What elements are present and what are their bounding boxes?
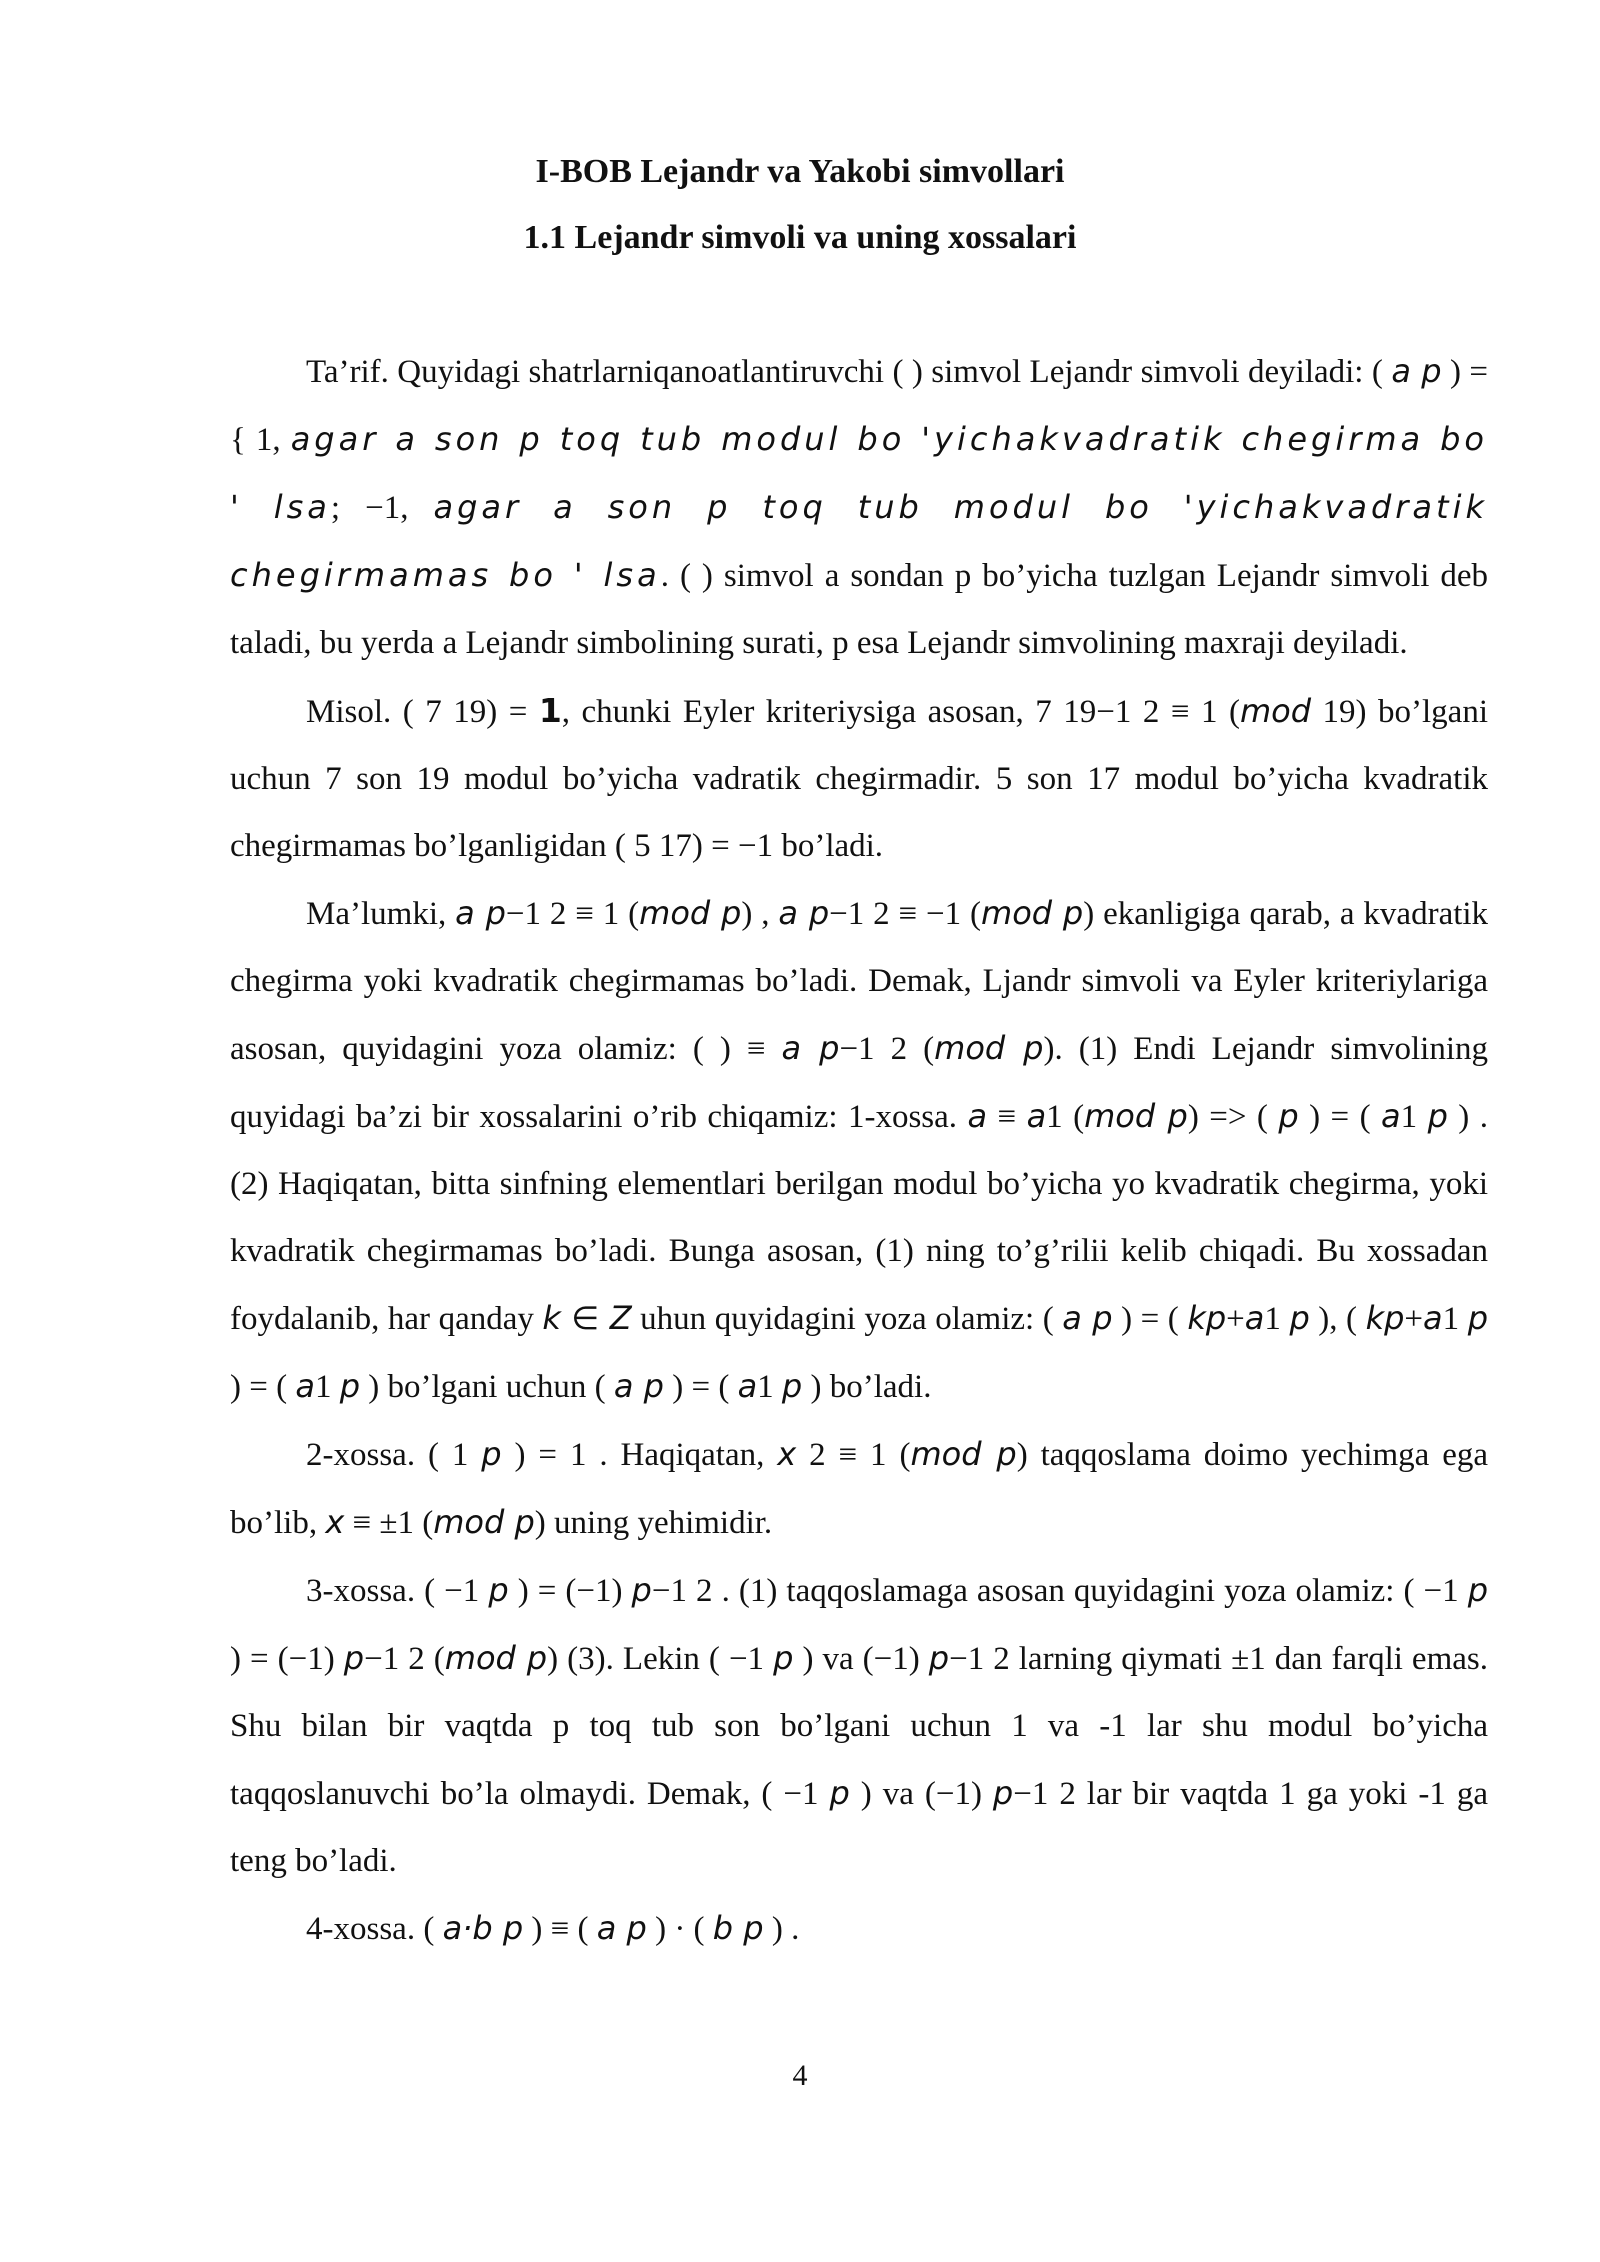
math-run: p	[481, 1435, 502, 1473]
math-run: p	[781, 1367, 803, 1405]
math-run: a p	[455, 894, 506, 932]
math-run: a	[967, 1097, 988, 1135]
math-run: a p	[613, 1367, 664, 1405]
text-run: 4-xossa. (	[306, 1911, 443, 1947]
text-run: . ( ) simvol a sondan p bo’yicha tuzlgan Lejandr simvoli deb taladi, bu yerda a Lejandr simbolining surati, p esa Lejandr simvolining maxraji deyiladi.	[230, 558, 1489, 661]
math-run: p	[1467, 1571, 1488, 1609]
math-run: agar a son p toq tub modul bo 'yichakvadratik chegirmamas bo ' lsa	[230, 488, 1489, 594]
text-run: 19) bo’lgani uchun 7 son 19 modul bo’yicha vadratik chegirmadir. 5 son 17 modul bo’yicha kvadratik chegirmamas bo’lganligidan ( 5 17) = −1 bo’ladi.	[230, 694, 1488, 864]
math-run: mod p	[910, 1435, 1017, 1473]
text-run: Ta’rif. Quyidagi shatrlarniqanoatlantiruvchi ( ) simvol Lejandr simvoli deyiladi: (	[306, 354, 1392, 390]
math-run: p	[1467, 1299, 1488, 1337]
text-run: 1	[1400, 1099, 1428, 1135]
math-run: a	[295, 1367, 315, 1405]
math-run: p	[339, 1367, 361, 1405]
math-run: a p	[1062, 1299, 1113, 1337]
text-run: 1	[757, 1369, 782, 1405]
text-run: ) = (	[663, 1369, 738, 1405]
math-run: a p	[596, 1909, 647, 1947]
text-run: −1 2 (	[364, 1641, 445, 1677]
paragraph-property-4	[230, 1895, 1488, 1963]
math-run: kp	[1187, 1299, 1227, 1337]
text-run: ) ≡ (	[523, 1911, 597, 1947]
page-number: 4	[792, 2059, 808, 2092]
text-run: −1 2 lar bir vaqtda 1 ga yoki -1 ga teng bo’ladi.	[230, 1776, 1488, 1879]
text-run: ) bo’ladi.	[802, 1369, 932, 1405]
text-run: ), (	[1309, 1301, 1366, 1337]
math-run: p	[1427, 1097, 1448, 1135]
math-run: a	[737, 1367, 758, 1405]
math-run: a	[1244, 1299, 1265, 1337]
section-title: 1.1 Lejandr simvoli va uning xossalari	[523, 219, 1077, 256]
text-run: ≡	[987, 1099, 1027, 1135]
text-run: ) => (	[1187, 1099, 1279, 1135]
text-run: ) = 1 . Haqiqatan,	[501, 1437, 778, 1473]
text-run: ) = (	[1298, 1099, 1382, 1135]
text-run: 1	[314, 1369, 340, 1405]
text-run: −1 2 (	[839, 1031, 935, 1067]
math-run: p	[992, 1774, 1014, 1812]
text-run: ≡ ±1 (	[344, 1505, 434, 1541]
math-run: a	[1423, 1299, 1443, 1337]
math-run: mod p	[639, 894, 742, 932]
math-run: a p	[781, 1029, 840, 1067]
text-run: 1 (	[1046, 1099, 1085, 1135]
text-run: ) va (−1)	[849, 1776, 993, 1812]
math-run: p	[928, 1639, 950, 1677]
math-run: x	[325, 1503, 345, 1541]
math-run: mod p	[433, 1503, 535, 1541]
math-run: 1	[538, 691, 562, 730]
math-run: p	[1278, 1097, 1299, 1135]
text-run: ) = { 1,	[230, 354, 1489, 458]
text-run: ). (1) Endi Lejandr simvolining quyidagi ba’zi bir xossalarini o’rib chiqamiz: 1-xossa.	[230, 1031, 1489, 1135]
text-run: ) . (2) Haqiqatan, bitta sinfning elementlari berilgan modul bo’yicha yo kvadratik chegirma, yoki kvadratik chegirmamas bo’ladi. Bunga asosan, (1) ning to’g’rilii kelib chiqadi. Bu xossadan foydalanib, har qanday	[230, 1099, 1488, 1337]
text-run: +	[1404, 1301, 1424, 1337]
math-run: p	[343, 1639, 365, 1677]
text-run: ) (3). Lekin ( −1	[547, 1641, 774, 1677]
text-run: 2 ≡ 1 (	[796, 1437, 911, 1473]
math-run: p	[829, 1774, 850, 1812]
text-run: 1	[1442, 1301, 1468, 1337]
math-run: mod p	[444, 1639, 548, 1677]
text-run: ) · (	[646, 1911, 713, 1947]
text-run: ) = (−1)	[230, 1641, 344, 1677]
text-run: ) uning yehimidir.	[534, 1505, 773, 1541]
math-run: agar a son p toq tub modul bo 'yichakvadratik chegirma bo ' lsa	[230, 420, 1489, 526]
math-run: a	[1026, 1097, 1047, 1135]
text-run: ) bo’lgani uchun (	[360, 1369, 614, 1405]
text-run: ) .	[763, 1911, 800, 1947]
text-run: Ma’lumki,	[306, 896, 456, 932]
math-run: p	[631, 1571, 652, 1609]
math-run: k ∈ Z	[542, 1299, 632, 1337]
math-run: a	[1381, 1097, 1401, 1135]
text-run: 3-xossa. ( −1	[306, 1573, 489, 1609]
math-run: a p	[1391, 352, 1442, 390]
text-run: uhun quyidagini yoza olamiz: (	[631, 1301, 1063, 1337]
paragraph-definition	[230, 338, 1488, 677]
text-run: ) = (−1)	[508, 1573, 632, 1609]
math-run: p	[1289, 1299, 1310, 1337]
paragraph-property-1	[230, 880, 1488, 1421]
paragraph-example	[230, 677, 1488, 880]
math-run: a p	[778, 894, 830, 932]
text-run: −1 2 ≡ −1 (	[829, 896, 982, 932]
math-run: kp	[1365, 1299, 1405, 1337]
text-run: +	[1226, 1301, 1245, 1337]
math-run: p	[773, 1639, 794, 1677]
body-text	[230, 338, 1488, 1963]
text-run: ) ekanligiga qarab, a kvadratik chegirma yoki kvadratik chegirmamas bo’ladi. Demak, Ljandr simvoli va Eyler kriteriylariga asosan, quyidagini yoza olamiz: ( ) ≡	[230, 896, 1489, 1067]
text-run: ) taqqoslama doimo yechimga ega bo’lib,	[230, 1437, 1489, 1541]
math-run: b p	[712, 1909, 764, 1947]
text-run: Misol. ( 7 19) =	[306, 694, 539, 730]
math-run: mod p	[934, 1029, 1044, 1067]
text-run: 1	[1264, 1301, 1290, 1337]
math-run: mod	[1239, 692, 1312, 730]
text-run: ) va (−1)	[793, 1641, 929, 1677]
text-run: 2-xossa. ( 1	[306, 1437, 482, 1473]
math-run: mod p	[981, 894, 1084, 932]
math-run: x	[777, 1435, 797, 1473]
text-run: −1 2 larning qiymati ±1 dan farqli emas. Shu bilan bir vaqtda p toq tub son bo’lgani uchun 1 va -1 lar shu modul bo’yicha taqqoslanuvchi bo’la olmaydi. Demak, ( −1	[230, 1641, 1488, 1812]
text-run: ) = (	[230, 1369, 296, 1405]
text-run: −1 2 ≡ 1 (	[505, 896, 640, 932]
text-run: ; −1,	[330, 490, 434, 526]
paragraph-property-3	[230, 1557, 1488, 1895]
text-run: ) ,	[741, 896, 779, 932]
text-run: ) = (	[1112, 1301, 1188, 1337]
paragraph-property-2	[230, 1421, 1488, 1557]
math-run: mod p	[1084, 1097, 1188, 1135]
text-run: −1 2 . (1) taqqoslamaga asosan quyidagini yoza olamiz: ( −1	[651, 1573, 1468, 1609]
chapter-title: I-BOB Lejandr va Yakobi simvollari	[535, 153, 1065, 190]
math-run: a·b p	[442, 1909, 524, 1947]
math-run: p	[488, 1571, 509, 1609]
text-run: , chunki Eyler kriteriysiga asosan, 7 19−1 2 ≡ 1 (	[561, 694, 1240, 730]
